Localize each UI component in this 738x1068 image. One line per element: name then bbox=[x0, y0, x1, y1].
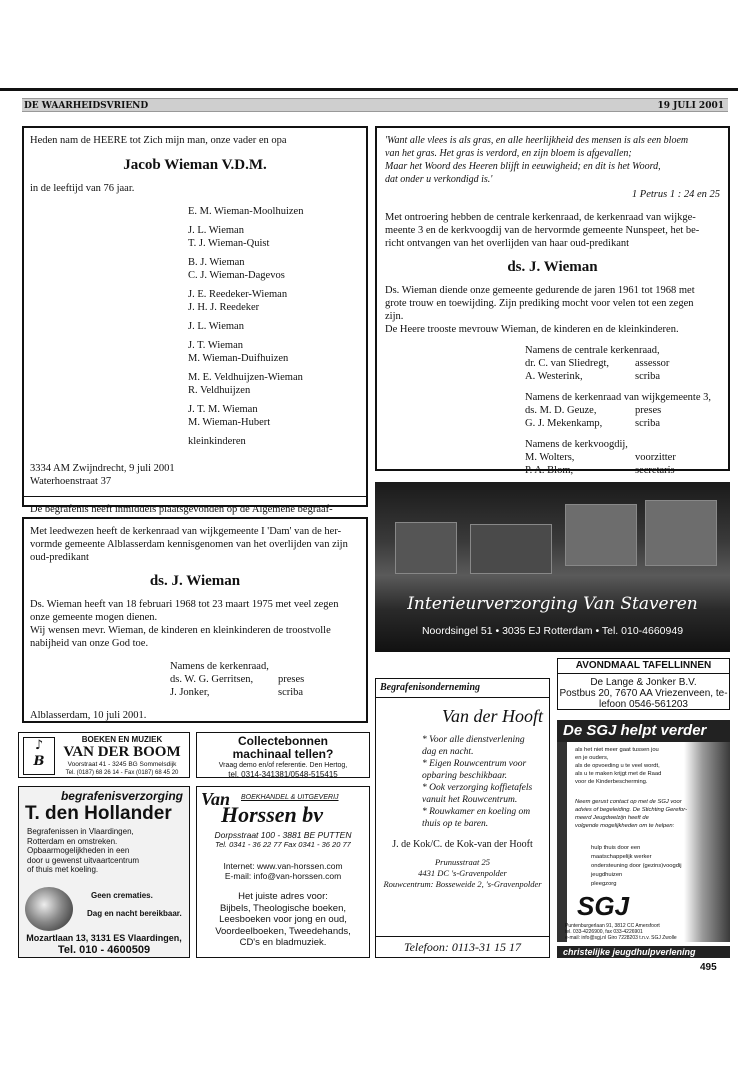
page-header bbox=[22, 98, 728, 112]
boom-phone: Tel. (0187) 68 26 14 - Fax (0187) 68 45 20 bbox=[65, 770, 179, 776]
family-member: kleinkinderen bbox=[188, 436, 246, 447]
horssen-address: Dorpsstraat 100 - 3881 BE PUTTEN bbox=[214, 830, 352, 840]
publication-title: DE WAARHEIDSVRIEND bbox=[24, 101, 149, 111]
signature-heading: Namens de kerkvoogdij, bbox=[525, 439, 628, 450]
sgj-contact-line: advies of begeleiding. De Stichting Gerefor- bbox=[575, 807, 688, 813]
tribute-text bbox=[30, 598, 360, 650]
body-line: onze gemeente mogen dienen. bbox=[30, 612, 158, 623]
horssen-phone: Tel. 0341 - 36 22 77 Fax 0341 - 36 20 77 bbox=[215, 840, 351, 849]
staveren-title: Interieurverzorging Van Staveren bbox=[407, 594, 698, 614]
boom-name: VAN DER BOOM bbox=[63, 744, 181, 760]
body-line: richt ontvangen van het overlijden van haar oud-predikant bbox=[385, 238, 630, 249]
deceased-name: ds. J. Wieman bbox=[507, 259, 598, 275]
hollander-description bbox=[27, 827, 189, 875]
family-member: E. M. Wieman-Moolhuizen bbox=[188, 206, 304, 217]
horssen-text-line: Voordeelboeken, Tweedehands, bbox=[215, 925, 351, 937]
collecte-sub: Vraag demo en/of referentie. Den Hertog, bbox=[218, 762, 348, 769]
signature-rows bbox=[170, 673, 360, 699]
body-line: nabijheid van onze God toe. bbox=[30, 638, 149, 649]
sgj-service-line: hulp thuis door een bbox=[591, 845, 641, 851]
family-member: R. Veldhuijzen bbox=[188, 385, 251, 396]
body-line: zijn. bbox=[385, 311, 404, 322]
horssen-van: Van bbox=[201, 789, 231, 809]
hollander-availability: Dag en nacht bereikbaar. bbox=[87, 909, 182, 918]
boom-address: Voorstraat 41 - 3245 BG Sommelsdijk bbox=[67, 761, 177, 768]
top-rule bbox=[0, 88, 738, 91]
signatory-role: preses bbox=[278, 674, 305, 685]
sgj-intro-line: als het niet meer gaat tussen jou bbox=[575, 747, 659, 753]
family-member: M. E. Veldhuijzen-Wieman bbox=[188, 372, 303, 383]
body-line: grote trouw en toewijding. Zijn prediking mocht voor velen tot een zegen bbox=[385, 298, 694, 309]
hollander-no-cremation: Geen crematies. bbox=[91, 891, 153, 900]
announcement-text bbox=[385, 211, 720, 250]
sgj-footer bbox=[565, 923, 677, 941]
family-obituary bbox=[22, 126, 368, 515]
horssen-name: Horssen bv bbox=[221, 802, 324, 827]
hooft-owners: J. de Kok/C. de Kok-van der Hooft bbox=[392, 839, 533, 850]
family-member: J. H. J. Reedeker bbox=[188, 302, 260, 313]
sgj-intro-line: als de opvoeding u te veel wordt, bbox=[575, 763, 660, 769]
hooft-name: Van der Hooft bbox=[442, 706, 543, 726]
signatory-name: ds. W. G. Gerritsen, bbox=[170, 674, 254, 685]
signatory-role: scriba bbox=[278, 687, 304, 698]
signatory-name: ds. M. D. Geuze, bbox=[525, 405, 597, 416]
sgj-intro-line: en je ouders, bbox=[575, 755, 609, 761]
signature-block bbox=[525, 391, 720, 430]
hooft-service-line: * Voor alle dienstverlening bbox=[422, 735, 525, 745]
family-list bbox=[188, 205, 360, 448]
hooft-service-line: vanuit het Rouwcentrum. bbox=[422, 795, 518, 805]
signature-block bbox=[525, 344, 720, 383]
sgj-title: De SGJ helpt verder bbox=[557, 720, 730, 742]
hooft-label: Begrafenisonderneming bbox=[376, 679, 549, 698]
hollander-address: Mozartlaan 13, 3131 ES Vlaardingen, bbox=[26, 933, 182, 943]
signature-heading: Namens de centrale kerkenraad, bbox=[525, 345, 660, 356]
family-group bbox=[188, 371, 360, 397]
sgj-contact bbox=[575, 798, 687, 830]
hollander-advertisement bbox=[18, 786, 190, 958]
body-line: De Heere trooste mevrouw Wieman, de kinderen en de kleinkinderen. bbox=[385, 324, 679, 335]
family-group bbox=[188, 403, 360, 429]
body-line: oud-predikant bbox=[30, 552, 89, 563]
avondmaal-line: De Lange & Jonker B.V. bbox=[590, 677, 697, 688]
family-member: J. L. Wieman bbox=[188, 321, 244, 332]
hooft-service-line: * Rouwkamer en koeling om bbox=[422, 807, 531, 817]
signatory-name: A. Westerink, bbox=[525, 371, 583, 382]
deceased-name: Jacob Wieman V.D.M. bbox=[123, 157, 267, 173]
hollander-desc-line: Begrafenissen in Vlaardingen, bbox=[27, 827, 134, 836]
signature-heading: Namens de kerkenraad van wijkgemeente 3, bbox=[525, 392, 712, 403]
hooft-address-line: Prunusstraat 25 bbox=[434, 857, 491, 867]
hooft-service-line: dag en nacht. bbox=[422, 747, 474, 757]
signatory-role: assessor bbox=[635, 358, 670, 369]
collecte-advertisement bbox=[196, 732, 370, 778]
collecte-title-2: machinaal tellen? bbox=[232, 747, 334, 761]
announcement-text bbox=[30, 525, 360, 564]
boom-logo: ♪ B bbox=[23, 737, 55, 775]
sgj-service-line: maatschappelijk werker bbox=[591, 854, 652, 860]
family-member: J. E. Reedeker-Wieman bbox=[188, 289, 288, 300]
family-group bbox=[188, 435, 360, 448]
obituary-intro: Heden nam de HEERE tot Zich mijn man, onze vader en opa bbox=[30, 135, 287, 146]
signatory-role: secretaris bbox=[635, 465, 675, 476]
hooft-address-line: 4431 DC 's-Gravenpolder bbox=[418, 868, 507, 878]
body-line: Met ontroering hebben de centrale kerkenraad, de kerkenraad van wijkge- bbox=[385, 212, 696, 223]
horssen-text-line: Bijbels, Theologische boeken, bbox=[219, 902, 347, 914]
family-group bbox=[188, 224, 360, 250]
signature-row bbox=[525, 417, 720, 430]
family-group bbox=[188, 256, 360, 282]
sgj-footer-line: Puntenburgerlaan 91, 3812 CC Amersfoort bbox=[565, 923, 660, 929]
sgj-intro-line: als u te maken krijgt met de Raad bbox=[575, 771, 662, 777]
signatures bbox=[525, 344, 720, 477]
tribute-text bbox=[385, 284, 720, 336]
family-group bbox=[188, 205, 360, 218]
family-member: J. T. Wieman bbox=[188, 340, 243, 351]
hollander-top: begrafenisverzorging bbox=[60, 789, 183, 803]
family-address-city: 3334 AM Zwijndrecht, 9 juli 2001 bbox=[30, 463, 175, 474]
sgj-services bbox=[591, 844, 682, 889]
page-number: 495 bbox=[700, 962, 717, 973]
body-line: meente 3 en de kerkvoogdij van de hervormde gemeente Nunspeet, het be- bbox=[385, 225, 700, 236]
signature-row bbox=[525, 404, 720, 417]
body-line: Wij wensen mevr. Wieman, de kinderen en kleinkinderen de troostvolle bbox=[30, 625, 331, 636]
hooft-services bbox=[422, 734, 549, 830]
family-group bbox=[188, 320, 360, 333]
body-line: Ds. Wieman heeft van 18 februari 1968 tot 23 maart 1975 met veel zegen bbox=[30, 599, 339, 610]
sgj-footer-line: e-mail: info@sgj.nl Giro 7228203 t.n.v. SGJ Zwolle bbox=[565, 935, 677, 941]
funeral-note-line: De begrafenis heeft inmiddels plaatsgevonden op de Algemene begraaf- bbox=[30, 504, 333, 515]
signatory-name: dr. C. van Sliedregt, bbox=[525, 358, 609, 369]
hollander-desc-line: Rotterdam en omstreken. bbox=[27, 836, 118, 846]
issue-date: 19 JULI 2001 bbox=[657, 101, 724, 111]
signatures bbox=[170, 660, 360, 699]
signature-row bbox=[525, 451, 720, 464]
signature-row bbox=[170, 686, 360, 699]
body-line: vormde gemeente Alblasserdam kennisgenomen van het overlijden van zijn bbox=[30, 539, 348, 550]
sgj-service-line: jeugdhuizen bbox=[591, 872, 623, 878]
sgj-contact-line: meerd Jeugdwelzijn heeft de bbox=[575, 815, 649, 821]
avondmaal-advertisement bbox=[557, 658, 730, 710]
hooft-address-line: Rouwcentrum: Bosseweide 2, 's-Gravenpolder bbox=[383, 879, 542, 889]
signature-block bbox=[525, 438, 720, 477]
sgj-contact-line: Neem gerust contact op met de SGJ voor bbox=[575, 799, 682, 805]
hollander-desc-line: door u gewenst uitvaartcentrum bbox=[27, 855, 140, 865]
signatory-role: scriba bbox=[635, 418, 661, 429]
announcement-date: Alblasserdam, 10 juli 2001. bbox=[30, 710, 147, 721]
sgj-service-line: ondersteuning door (gezins)voogdij bbox=[591, 863, 682, 869]
sgj-footer-line: tel. 033-4226900, fax 033-4226901 bbox=[565, 929, 643, 935]
signatory-role: preses bbox=[635, 405, 662, 416]
sgj-advertisement bbox=[557, 720, 730, 958]
bible-quote bbox=[385, 134, 720, 186]
hollander-photo bbox=[25, 887, 73, 931]
horssen-email: E-mail: info@van-horssen.com bbox=[224, 871, 342, 881]
hollander-name: T. den Hollander bbox=[25, 803, 172, 824]
signature-heading: Namens de kerkenraad, bbox=[170, 661, 269, 672]
sgj-banner: christelijke jeugdhulpverlening bbox=[557, 946, 730, 958]
signatory-role: voorzitter bbox=[635, 452, 676, 463]
signature-row bbox=[525, 370, 720, 383]
body-line: Met leedwezen heeft de kerkenraad van wijkgemeente I 'Dam' van de her- bbox=[30, 526, 342, 537]
sgj-contact-line: volgende mogelijkheden om te helpen: bbox=[575, 823, 675, 829]
signature-row bbox=[525, 464, 720, 477]
signatory-name: J. Jonker, bbox=[170, 687, 210, 698]
signatory-name: M. Wolters, bbox=[525, 452, 575, 463]
collecte-phone: tel. 0314-341381/0548-515415 bbox=[228, 770, 338, 779]
horssen-text-line: CD's en bladmuziek. bbox=[239, 937, 327, 948]
sgj-intro bbox=[575, 746, 661, 786]
family-member: T. J. Wieman-Quist bbox=[188, 238, 270, 249]
avondmaal-details bbox=[558, 677, 729, 710]
deceased-age: in de leeftijd van 76 jaar. bbox=[30, 183, 135, 194]
quote-line: dat onder u verkondigd is.' bbox=[385, 174, 493, 185]
family-address-street: Waterhoenstraat 37 bbox=[30, 476, 112, 487]
nunspeet-obituary bbox=[375, 126, 730, 476]
sgj-portrait bbox=[684, 742, 730, 942]
quote-line: van het gras. Het gras is verdord, en zijn bloem is afgevallen; bbox=[385, 148, 632, 159]
hooft-service-line: opbaring beschikbaar. bbox=[422, 771, 507, 781]
quote-line: 'Want alle vlees is als gras, en alle heerlijkheid des mensen is als een bloem bbox=[385, 135, 689, 146]
family-member: B. J. Wieman bbox=[188, 257, 245, 268]
signature-row bbox=[170, 673, 360, 686]
sgj-service-line: pleegzorg bbox=[591, 881, 617, 887]
hooft-service-line: * Ook verzorging koffietafels bbox=[422, 783, 533, 793]
sgj-logo: SGJ bbox=[577, 891, 630, 921]
staveren-address: Noordsingel 51 • 3035 EJ Rotterdam • Tel. 010-4660949 bbox=[421, 625, 684, 637]
hooft-phone: Telefoon: 0113-31 15 17 bbox=[376, 936, 549, 957]
deceased-name: ds. J. Wieman bbox=[149, 573, 241, 589]
horssen-advertisement bbox=[196, 786, 370, 958]
bible-reference: 1 Petrus 1 : 24 en 25 bbox=[631, 189, 720, 200]
alblasserdam-obituary bbox=[22, 517, 368, 723]
signatory-role: scriba bbox=[635, 371, 661, 382]
signatory-name: P. A. Blom, bbox=[525, 465, 574, 476]
hooft-address bbox=[376, 857, 549, 890]
quote-line: Maar het Woord des Heeren blijft in eeuwigheid; en dit is het Woord, bbox=[385, 161, 661, 172]
body-line: Ds. Wieman diende onze gemeente gedurende de jaren 1961 tot 1968 met bbox=[385, 285, 695, 296]
family-member: C. J. Wieman-Dagevos bbox=[188, 270, 285, 281]
horssen-internet: Internet: www.van-horssen.com bbox=[223, 861, 343, 871]
hollander-phone: Tel. 010 - 4600509 bbox=[57, 944, 151, 956]
avondmaal-line: Postbus 20, 7670 AA Vriezenveen, te- bbox=[559, 688, 728, 699]
avondmaal-line: lefoon 0546-561203 bbox=[599, 699, 688, 710]
hollander-desc-line: of thuis met koeling. bbox=[27, 865, 99, 874]
signatory-name: G. J. Mekenkamp, bbox=[525, 418, 603, 429]
family-group bbox=[188, 288, 360, 314]
family-group bbox=[188, 339, 360, 365]
family-member: J. T. M. Wieman bbox=[188, 404, 258, 415]
horssen-description bbox=[197, 891, 369, 949]
hooft-service-line: * Eigen Rouwcentrum voor bbox=[422, 759, 527, 769]
family-member: M. Wieman-Duifhuizen bbox=[188, 353, 289, 364]
collecte-title-1: Collectebonnen bbox=[237, 734, 328, 748]
horssen-text-line: Het juiste adres voor: bbox=[238, 891, 328, 902]
boom-top: BOEKEN EN MUZIEK bbox=[81, 735, 163, 744]
hollander-desc-line: Opbaarmogelijkheden in een bbox=[27, 846, 130, 855]
boom-advertisement bbox=[18, 732, 190, 778]
family-member: M. Wieman-Hubert bbox=[188, 417, 271, 428]
hooft-advertisement bbox=[375, 678, 550, 958]
horssen-text-line: Leesboeken voor jong en oud, bbox=[219, 914, 347, 925]
hooft-service-line: thuis op te baren. bbox=[422, 819, 489, 829]
staveren-advertisement bbox=[375, 482, 730, 652]
horssen-shop: BOEKHANDEL & UITGEVERIJ bbox=[241, 794, 339, 801]
signature-row bbox=[525, 357, 720, 370]
family-member: J. L. Wieman bbox=[188, 225, 244, 236]
avondmaal-title: AVONDMAAL TAFELLINNEN bbox=[558, 659, 729, 674]
sgj-intro-line: voor de Kinderbescherming. bbox=[575, 779, 648, 785]
